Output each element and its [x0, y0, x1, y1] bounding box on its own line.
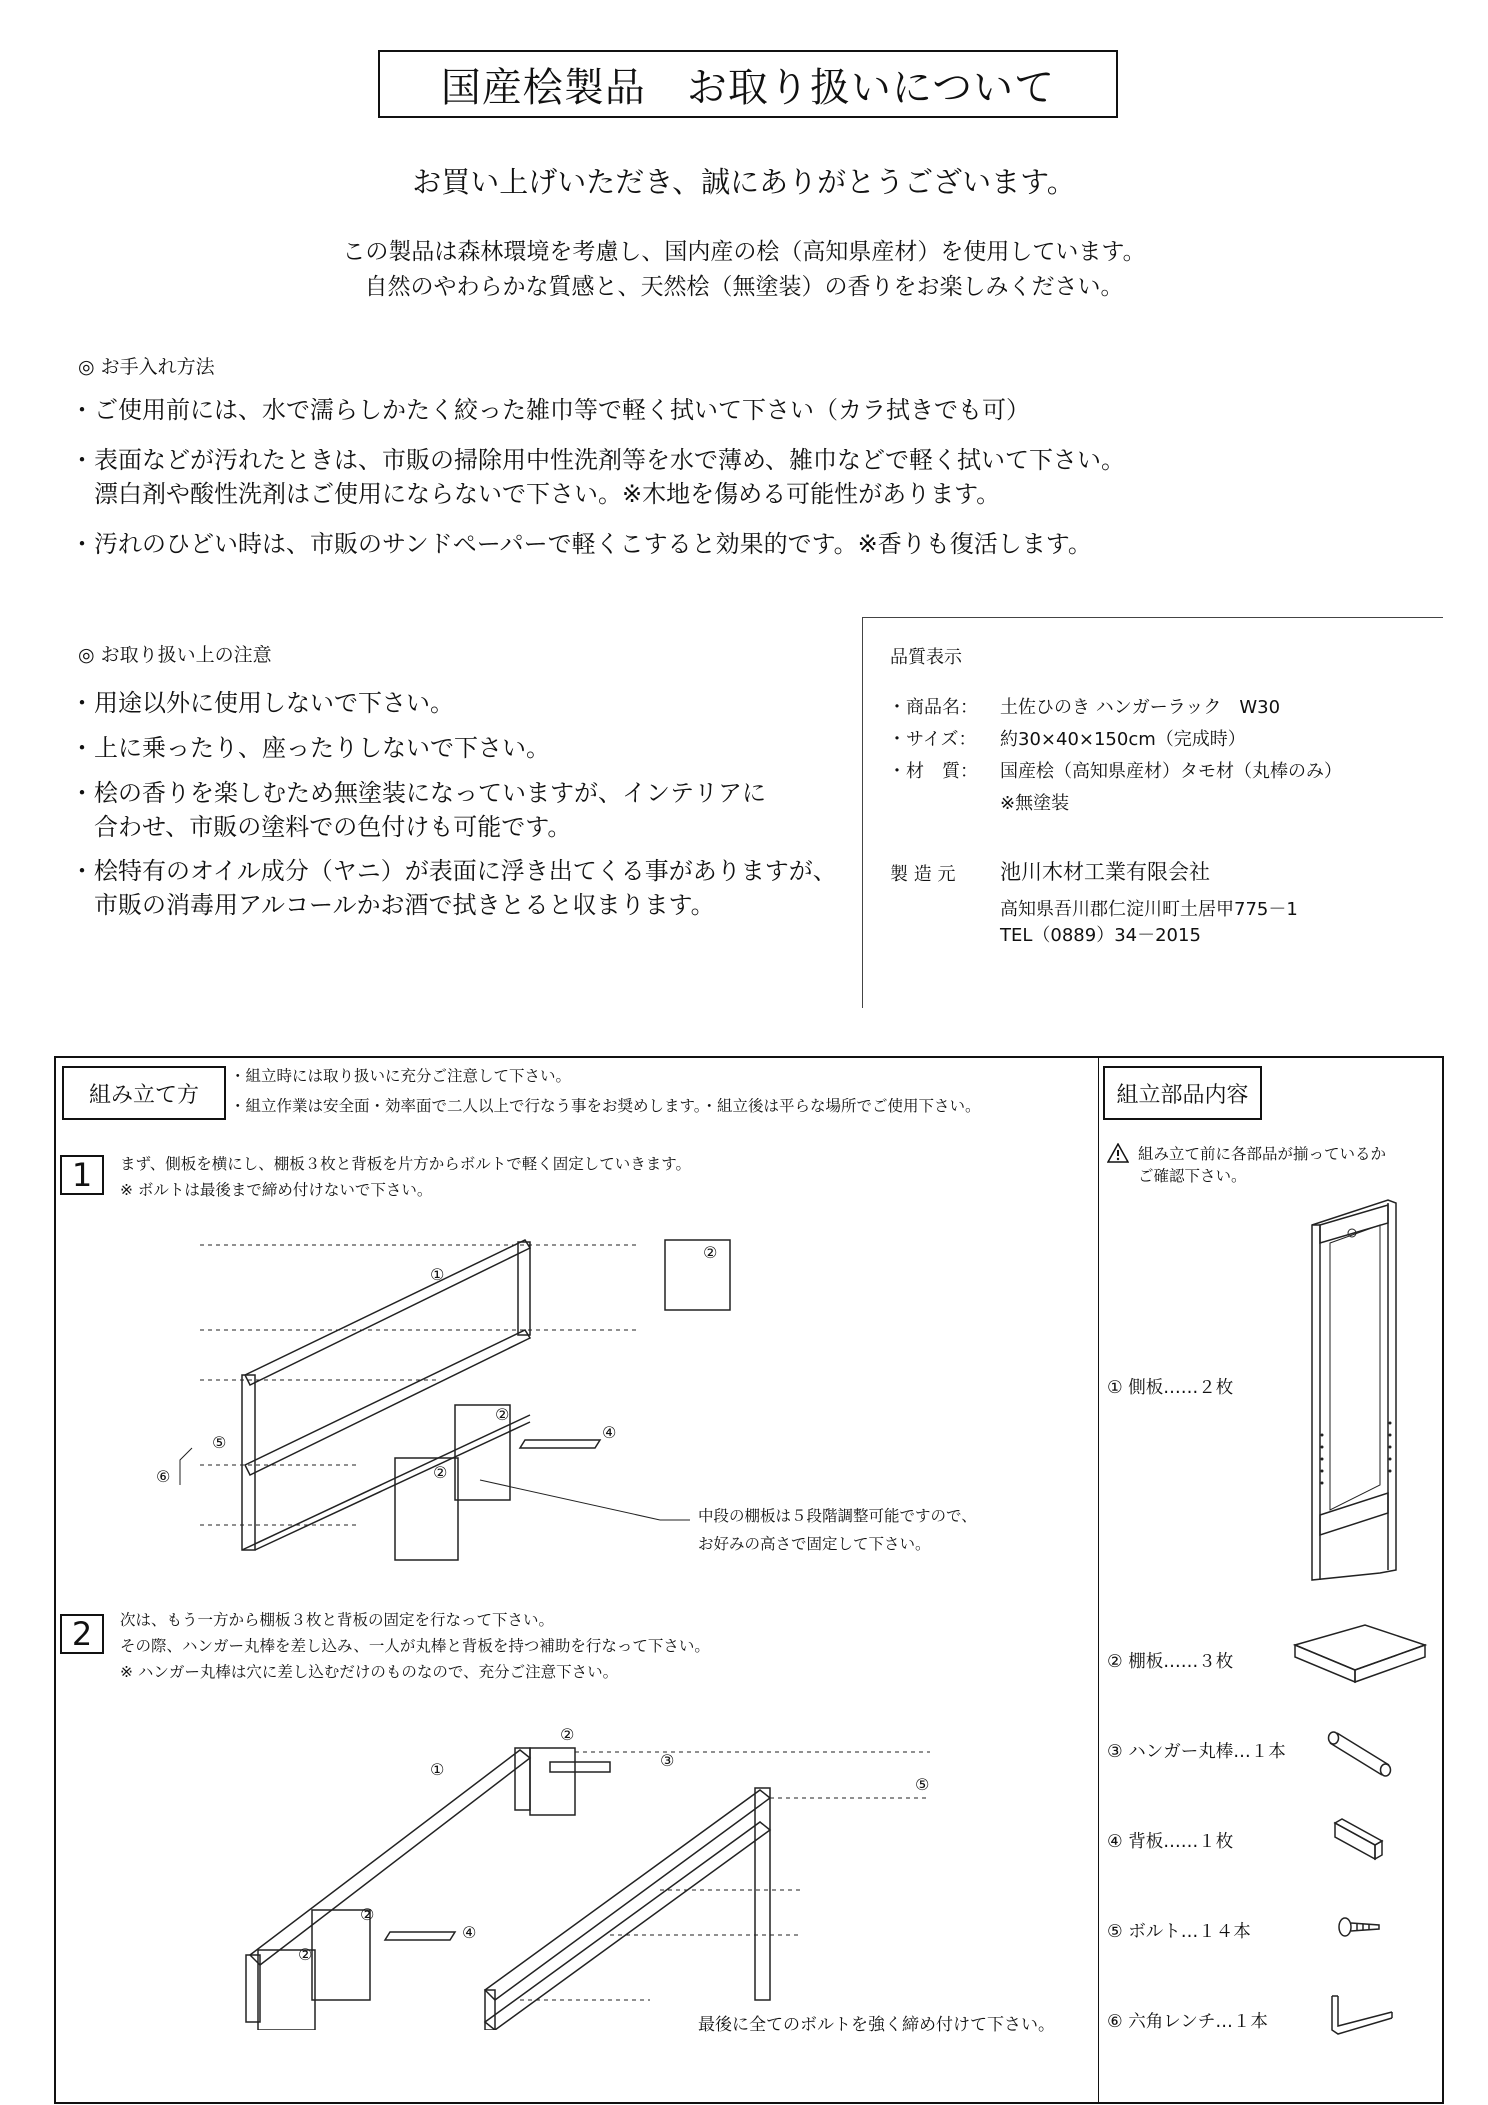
- part-shelf: ② 棚板……３枚: [1107, 1652, 1234, 1672]
- side-rail-bottom: [245, 1330, 530, 1475]
- step2-diagram: [230, 1700, 950, 2030]
- s2-marker-4: ④: [462, 1923, 477, 1942]
- product-value: 土佐ひのき ハンガーラック W30: [1000, 697, 1281, 718]
- side-rail-top: [245, 1240, 530, 1385]
- back-board-drawing: [1330, 1815, 1390, 1865]
- step1-line-2: ※ ボルトは最後まで締め付けないで下さい。: [120, 1181, 433, 1199]
- s2-back-board: [385, 1932, 455, 1940]
- parts-label: 組立部品内容: [1103, 1066, 1262, 1120]
- step2-line-1: 次は、もう一方から棚板３枚と背板の固定を行なって下さい。: [120, 1611, 555, 1629]
- final-note: 最後に全てのボルトを強く締め付けて下さい。: [698, 2015, 1055, 2035]
- intro-line-2: 自然のやわらかな質感と、天然桧（無塗装）の香りをお楽しみください。: [364, 274, 1124, 300]
- side-board-drawing: [1300, 1195, 1420, 1595]
- s1-marker-6: ⑥: [156, 1467, 171, 1486]
- step2-line-3: ※ ハンガー丸棒は穴に差し込むだけのものなので、充分ご注意下さい。: [120, 1663, 619, 1681]
- maker-name: 池川木材工業有限会社: [1000, 860, 1210, 884]
- s1-marker-5: ⑤: [212, 1433, 227, 1452]
- s2-rail-bot: [485, 1822, 770, 2030]
- parts-warning-2: ご確認下さい。: [1138, 1167, 1247, 1185]
- assembly-label: 組み立て方: [62, 1066, 226, 1120]
- caution-item-3b: 合わせ、市販の塗料での色付けも可能です。: [70, 813, 572, 841]
- s2-shelf-top: [530, 1748, 575, 1815]
- s2-marker-3: ③: [660, 1751, 675, 1770]
- s2-marker-2b: ②: [360, 1905, 375, 1924]
- step1-callout-1: 中段の棚板は５段階調整可能ですので、: [698, 1507, 977, 1525]
- caution-item-3: ・桧の香りを楽しむため無塗装になっていますが、インテリアに: [70, 779, 766, 807]
- s1-marker-4: ④: [602, 1423, 617, 1442]
- parts-warning-1: 組み立て前に各部品が揃っているか: [1138, 1145, 1387, 1163]
- s2-marker-1: ①: [430, 1760, 445, 1779]
- s2-post-right: [515, 1748, 530, 1810]
- s2-rail-mid: [485, 1790, 770, 2000]
- step1-diagram: [140, 1220, 1040, 1580]
- bolt-drawing: [1335, 1912, 1385, 1942]
- s1-marker-1: ①: [430, 1265, 445, 1284]
- shelf-drawing: [1290, 1620, 1430, 1695]
- step2-line-2: その際、ハンガー丸棒を差し込み、一人が丸棒と背板を持つ補助を行なって下さい。: [120, 1637, 710, 1655]
- step2-number: 2: [60, 1614, 104, 1654]
- care-item-2b: 漂白剤や酸性洗剤はご使用にならないで下さい。※木地を傷める可能性があります。: [70, 480, 1001, 508]
- size-label: ・サイズ：: [888, 729, 977, 750]
- back-board: [520, 1440, 600, 1448]
- part-bolt: ⑤ ボルト…１４本: [1107, 1922, 1251, 1942]
- thanks-message: お買い上げいただき、誠にありがとうございます。: [412, 165, 1076, 199]
- hex-wrench-drawing: [1320, 1990, 1400, 2040]
- caution-item-4: ・桧特有のオイル成分（ヤニ）が表面に浮き出てくる事がありますが、: [70, 857, 837, 885]
- part-back-board: ④ 背板……１枚: [1107, 1832, 1234, 1852]
- product-label: ・商品名：: [888, 697, 978, 718]
- maker-label: 製 造 元: [890, 864, 956, 885]
- assembly-note-1: ・組立時には取り扱いに充分ご注意して下さい。: [230, 1067, 572, 1085]
- caution-item-1: ・用途以外に使用しないで下さい。: [70, 689, 454, 717]
- step1-number: 1: [60, 1155, 104, 1195]
- step1-line-1: まず、側板を横にし、棚板３枚と背板を片方からボルトで軽く固定していきます。: [120, 1155, 692, 1173]
- s2-marker-2c: ②: [298, 1945, 313, 1964]
- maker-address: 高知県吾川郡仁淀川町土居甲775－1: [1000, 899, 1298, 920]
- size-value: 約30×40×150cm（完成時）: [1000, 729, 1246, 750]
- care-item-1: ・ご使用前には、水で濡らしかたく絞った雑巾等で軽く拭いて下さい（カラ拭きでも可）: [70, 396, 1030, 424]
- s2-marker-2a: ②: [560, 1725, 575, 1744]
- part-hex-wrench: ⑥ 六角レンチ…１本: [1107, 2012, 1268, 2032]
- material-note: ※無塗装: [1000, 793, 1070, 814]
- care-item-3: ・汚れのひどい時は、市販のサンドペーパーで軽くこすると効果的です。※香りも復活します。: [70, 530, 1092, 558]
- caution-item-4b: 市販の消毒用アルコールかお酒で拭きとると収まります。: [70, 891, 715, 919]
- material-label: ・材 質：: [888, 761, 978, 782]
- caution-item-2: ・上に乗ったり、座ったりしないで下さい。: [70, 734, 550, 762]
- s2-hanger-rod: [550, 1762, 610, 1772]
- hanger-rod-drawing: [1325, 1725, 1405, 1780]
- part-hanger-rod: ③ ハンガー丸棒…１本: [1107, 1742, 1286, 1762]
- quality-box: [862, 617, 1443, 1008]
- care-heading: ◎ お手入れ方法: [78, 356, 215, 378]
- maker-tel: TEL（0889）34－2015: [1000, 925, 1201, 946]
- intro-line-1: この製品は森林環境を考慮し、国内産の桧（高知県産材）を使用しています。: [342, 239, 1146, 265]
- care-item-2: ・表面などが汚れたときは、市販の掃除用中性洗剤等を水で薄め、雑巾などで軽く拭いて下さい。: [70, 446, 1126, 474]
- quality-heading: 品質表示: [890, 647, 962, 668]
- caution-heading: ◎ お取り扱い上の注意: [78, 644, 272, 666]
- page-title: 国産桧製品 お取り扱いについて: [378, 50, 1118, 118]
- s1-marker-2a: ②: [703, 1243, 718, 1262]
- s2-post-far: [755, 1788, 770, 2000]
- s1-marker-2c: ②: [433, 1463, 448, 1482]
- step1-callout-2: お好みの高さで固定して下さい。: [698, 1535, 931, 1553]
- parts-divider: [1098, 1056, 1099, 2104]
- s1-marker-2b: ②: [495, 1405, 510, 1424]
- assembly-note-2: ・組立作業は安全面・効率面で二人以上で行なう事をお奨めします。・組立後は平らな場所でご使用下さい。: [230, 1097, 981, 1115]
- s2-marker-5: ⑤: [915, 1775, 930, 1794]
- part-side-board: ① 側板……２枚: [1107, 1378, 1234, 1398]
- shelf-top: [665, 1240, 730, 1310]
- warning-icon: [1107, 1143, 1129, 1163]
- material-value: 国産桧（高知県産材）タモ材（丸棒のみ）: [1000, 761, 1342, 782]
- side-post-right: [518, 1242, 530, 1335]
